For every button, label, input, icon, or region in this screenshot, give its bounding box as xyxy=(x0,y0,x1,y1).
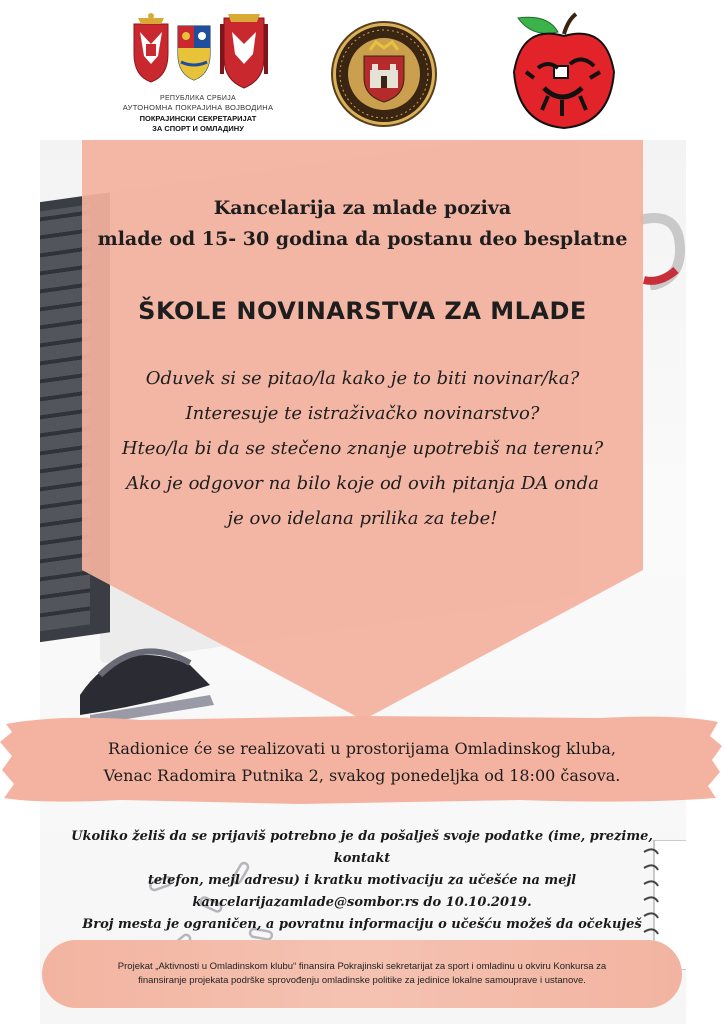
gov-line-secretariat: ПОКРАЈИНСКИ СЕКРЕТАРИЈАТ xyxy=(139,114,257,123)
application-info xyxy=(70,826,654,958)
workshop-line-1: Radionice će se realizovati u prostorijama Omladinskog kluba, xyxy=(107,739,617,758)
question-line: Hteo/la bi da se stečeno znanje upotrebiš na terenu? xyxy=(121,438,604,459)
secretariat-caption xyxy=(118,94,278,134)
provincial-crest-icon xyxy=(220,14,268,88)
question-line: Ako je odgovor na bilo koje od ovih pitanja DA onda xyxy=(126,473,599,494)
intro-line-2: mlade od 15- 30 godina da postanu deo besplatne xyxy=(97,228,628,250)
question-line: Interesuje te istraživačko novinarstvo? xyxy=(185,403,540,424)
vojvodina-coat-of-arms-icon xyxy=(178,26,210,80)
apply-line-1: Ukoliko želiš da se prijaviš potrebno je da pošalješ svoje podatke (ime, prezime, kontakt xyxy=(71,829,653,866)
workshop-line-2: Venac Radomira Putnika 2, svakog ponedeljka od 18:00 časova. xyxy=(103,766,621,785)
workshop-info xyxy=(0,735,724,789)
gov-line-province: АУТОНОМНА ПОКРАЈИНА ВОЈВОДИНА xyxy=(122,103,274,112)
intro-block xyxy=(82,193,643,255)
question-line: je ovo idelana prilika za tebe! xyxy=(227,508,498,529)
apply-line-2: telefon, mejl adresu) i kratku motivaciju za učešće na mejl xyxy=(147,873,577,888)
intro-line-1: Kancelarija za mlade poziva xyxy=(213,197,512,219)
questions-block xyxy=(82,361,643,536)
school-title: ŠKOLE NOVINARSTVA ZA MLADE xyxy=(138,297,587,325)
pennant-content xyxy=(82,140,643,536)
footer-line-2: finansiranje projekata podrške sprovođenju omladinske politike za jedinice lokalne samouprave i ustanove. xyxy=(138,975,586,986)
gov-line-republic: РЕПУБЛИКА СРБИЈА xyxy=(159,95,237,102)
city-seal-icon xyxy=(330,20,438,128)
serbia-coat-of-arms-icon xyxy=(134,13,168,82)
gov-line-sport: ЗА СПОРТ И ОМЛАДИНУ xyxy=(152,124,244,133)
apply-line-email: kancelarijazamlade@sombor.rs do 10.10.2019. xyxy=(192,895,532,910)
footer-line-1: Projekat „Aktivnosti u Omladinskom klubu“ finansira Pokrajinski sekretarijat za sport i omladinu u okviru Konkursa za xyxy=(117,961,607,972)
question-line: Oduvek si se pitao/la kako je to biti novinar/ka? xyxy=(145,368,580,389)
coat-of-arms-group-icon xyxy=(128,12,268,92)
header xyxy=(0,0,724,140)
provincial-secretariat-logo xyxy=(118,12,278,132)
apple-mascot-icon xyxy=(508,8,620,130)
apply-line-limit: Broj mesta je ograničen, a povratnu informaciju o učešću možeš da očekuješ xyxy=(82,917,642,932)
footer-funding-note xyxy=(70,960,654,988)
